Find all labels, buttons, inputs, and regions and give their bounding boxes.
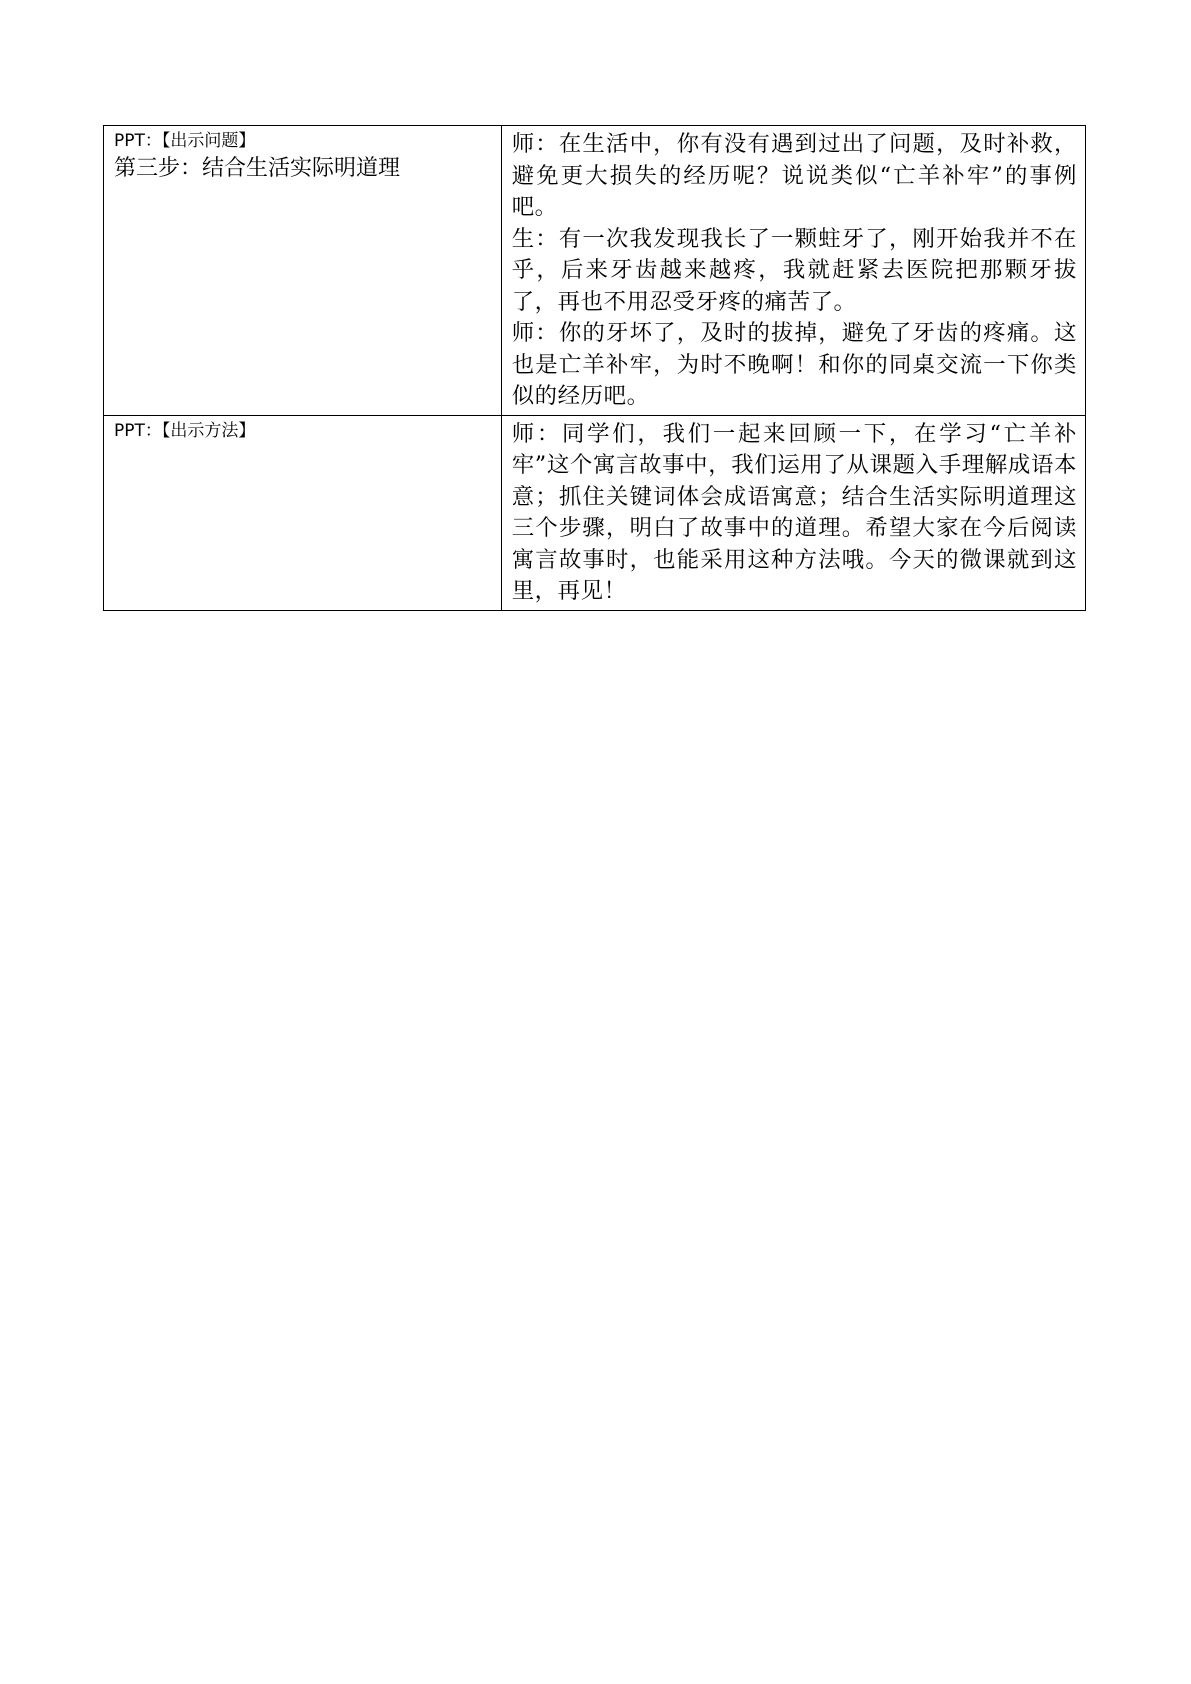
ppt-label: PPT：【出示问题】 <box>114 131 256 151</box>
slide-cell <box>104 126 502 416</box>
student-answer: 生：有一次我发现我长了一颗蛀牙了，刚开始我并不在乎，后来牙齿越来越疼，我就赶紧去医院把那颗牙拔了，再也不用忍受牙疼的痛苦了。 <box>511 225 1077 315</box>
step-title: 第三步：结合生活实际明道理 <box>114 156 401 181</box>
teacher-summary: 师：同学们，我们一起来回顾一下，在学习“亡羊补牢”这个寓言故事中，我们运用了从课题入手理解成语本意；抓住关键词体会成语寓意；结合生活实际明道理这三个步骤，明白了故事中的道理。希望大家在今后阅读寓言故事时，也能采用这种方法哦。今天的微课就到这里，再见！ <box>511 420 1077 604</box>
table-row <box>104 415 1086 610</box>
dialogue-cell <box>501 415 1085 610</box>
slide-cell <box>104 415 502 610</box>
teacher-response: 师：你的牙坏了，及时的拔掉，避免了牙齿的疼痛。这也是亡羊补牢，为时不晚啊！和你的同桌交流一下你类似的经历吧。 <box>511 320 1077 409</box>
lesson-plan-table <box>103 125 1086 611</box>
table-row <box>104 126 1086 416</box>
teacher-question: 师：在生活中，你有没有遇到过出了问题，及时补救，避免更大损失的经历呢？说说类似“亡羊补牢”的事例吧。 <box>511 131 1077 220</box>
ppt-label: PPT：【出示方法】 <box>114 420 256 441</box>
dialogue-cell <box>501 126 1085 416</box>
